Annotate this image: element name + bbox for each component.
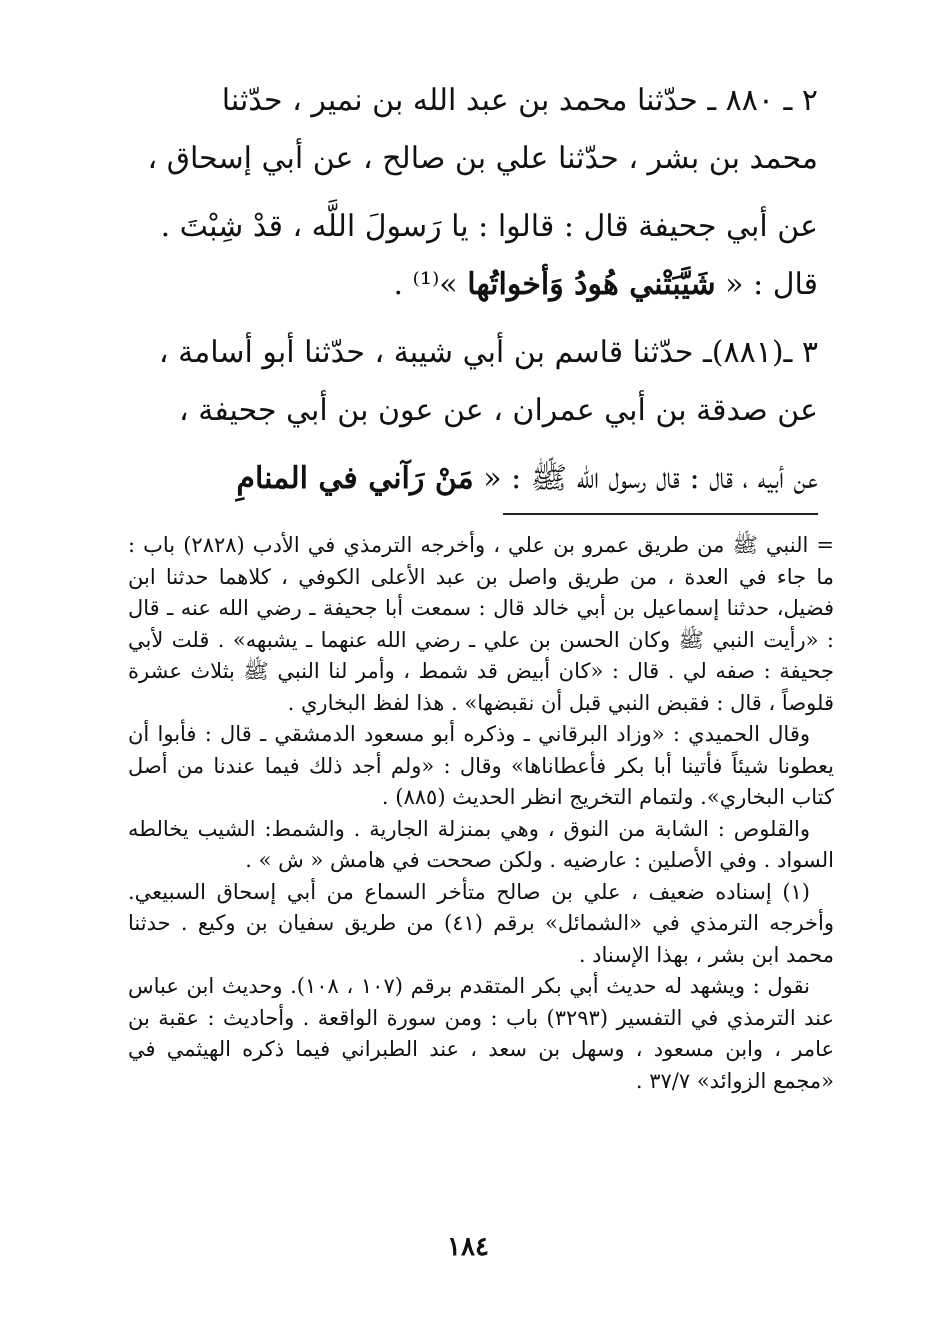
- footnote-humaydi: وقال الحميدي : «وزاد البرقاني ـ وذكره أبو مسعود الدمشقي ـ قال : فأبوا أن يعطونا شيئاً فأتينا أبا بكر فأعطاناها» وقال : «ولم أجد ذلك فيما عندنا من أصل كتاب البخاري». ولتمام التخريج انظر الحديث (٨٨٥) .: [128, 722, 834, 809]
- hadith-880-line-2: محمد بن بشر ، حدّثنا علي بن صالح ، عن أبي إسحاق ،: [147, 141, 818, 176]
- footnote-1-witnesses: نقول : ويشهد له حديث أبي بكر المتقدم برقم (١٠٧ ، ١٠٨). وحديث ابن عباس عند الترمذي في التفسير (٣٢٩٣) باب : ومن سورة الواقعة . وأحاديث : عقبة بن عامر ، وابن مسعود ، وسهل بن سعد ، عند الطبراني فيما ذكره الهيثمي في «مجمع الزوائد» ٣٧/٧ .: [128, 974, 835, 1093]
- page-number: ١٨٤: [447, 1232, 489, 1262]
- footnote-glossary: والقلوص : الشابة من النوق ، وهي بمنزلة الجارية . والشمط: الشيب يخالطه السواد . وفي الأصلين : عارضيه . ولكن صححت في هامش « ش » .: [128, 816, 834, 872]
- hadith-880-quote: شَيَّبَتْني هُودُ وَأخواتُها: [467, 267, 716, 302]
- hadith-881-line-2: عن صدقة بن أبي عمران ، عن عون بن أبي جحيفة ،: [179, 393, 818, 428]
- hadith-880-line-3: عن أبي جحيفة قال : قالوا : يا رَسولَ اللَّه ، قدْ شِبْتَ .: [160, 209, 818, 244]
- hadith-881-line-1: ٣ ـ(٨٨١)ـ حدّثنا قاسم بن أبي شيبة ، حدّثنا أبو أسامة ،: [158, 335, 818, 370]
- spacer: [130, 440, 818, 450]
- hadith-880-quote-open: قال : «: [715, 267, 818, 302]
- spacer: [130, 188, 818, 198]
- spacer: [130, 314, 818, 324]
- hadith-880-quote-close: »⁽¹⁾ .: [393, 267, 468, 302]
- footnotes: [128, 530, 834, 1097]
- hadith-881-intro: عن أبيه ، قال : قال رسول الله ﷺ : «: [473, 461, 818, 496]
- hadith-881-line-3: [130, 450, 818, 508]
- footnote-separator: [503, 513, 818, 515]
- hadith-880-line-4: [130, 256, 818, 314]
- main-text: [130, 72, 818, 508]
- hadith-880-line-1: ٢ ـ ٨٨٠ ـ حدّثنا محمد بن عبد الله بن نمير ، حدّثنا: [221, 83, 818, 118]
- hadith-881-quote: مَنْ رَآني في المنامِ: [236, 461, 474, 496]
- footnote-continuation: = النبي ﷺ من طريق عمرو بن علي ، وأخرجه الترمذي في الأدب (٢٨٢٨) باب : ما جاء في العدة ، من طريق واصل بن عبد الأعلى الكوفي ، كلاهما حدثنا ابن فضيل، حدثنا إسماعيل بن أبي خالد قال : سمعت أبا جحيفة ـ رضي الله عنه ـ قال : «رأيت النبي ﷺ وكان الحسن بن علي ـ رضي الله عنهما ـ يشبهه» . قلت لأبي جحيفة : صفه لي . قال : «كان أبيض قد شمط ، وأمر لنا النبي ﷺ بثلاث عشرة قلوصاً ، قال : فقبض النبي قبل أن نقبضها» . هذا لفظ البخاري .: [128, 533, 834, 715]
- footnote-1: (١) إسناده ضعيف ، علي بن صالح متأخر السماع من أبي إسحاق السبيعي. وأخرجه الترمذي في «الشمائل» برقم (٤١) من طريق سفيان بن وكيع . حدثنا محمد ابن بشر ، بهذا الإسناد .: [128, 879, 834, 967]
